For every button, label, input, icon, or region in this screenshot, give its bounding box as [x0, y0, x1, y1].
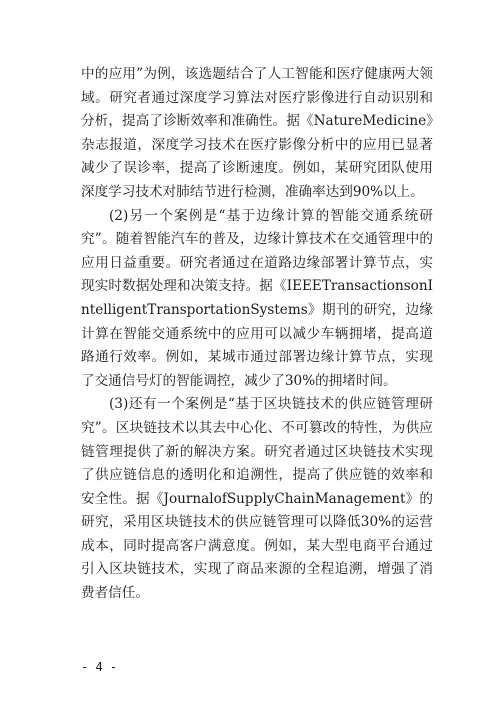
- paragraph-3: (3)还有一个案例是“基于区块链技术的供应链管理研究”。区块链技术以其去中心化、不可篡改的特性，为供应链管理提供了新的解决方案。研究者通过区块链技术实现了供应链信息的透明化和追溯性，提高了供应链的效率和安全性。据《JournalofSupplyChainManagement》的研究，采用区块链技术的供应链管理可以降低30%的运营成本，同时提高客户满意度。例如，某大型电商平台通过引入区块链技术，实现了商品来源的全程追溯，增强了消费者信任。: [81, 396, 433, 602]
- paragraph-1: 中的应用”为例，该选题结合了人工智能和医疗健康两大领域。研究者通过深度学习算法对医疗影像进行自动识别和分析，提高了诊断效率和准确性。据《NatureMedicine》杂志报道，深度学习技术在医疗影像分析中的应用已显著减少了误诊率，提高了诊断速度。例如，某研究团队使用深度学习技术对肺结节进行检测，准确率达到90%以上。: [81, 66, 433, 200]
- page-number: - 4 -: [81, 660, 118, 674]
- body-text: [81, 63, 433, 606]
- paragraph-2: (2)另一个案例是“基于边缘计算的智能交通系统研究”。随着智能汽车的普及，边缘计算技术在交通管理中的应用日益重要。研究者通过在道路边缘部署计算节点，实现实时数据处理和决策支持。据《IEEETransactionsonIntelligentTransportationSystems》期刊的研究，边缘计算在智能交通系统中的应用可以减少车辆拥堵，提高道路通行效率。例如，某城市通过部署边缘计算节点，实现了交通信号灯的智能调控，减少了30%的拥堵时间。: [81, 207, 433, 389]
